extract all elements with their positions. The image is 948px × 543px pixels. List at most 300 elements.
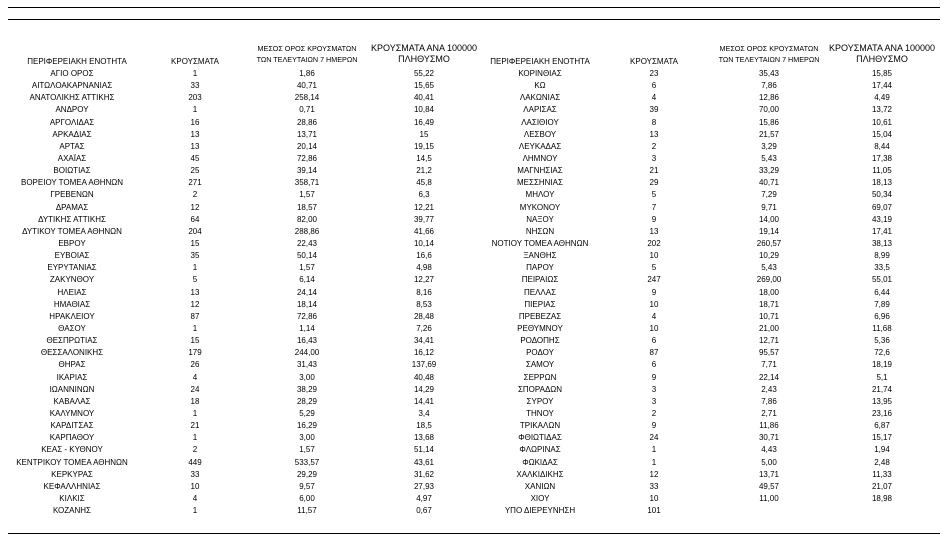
cases-cell: 10	[190, 481, 200, 491]
avg-cell: 40,71	[758, 178, 780, 188]
avg-cell: 82,00	[296, 214, 318, 224]
per100k-cell: 17,41	[871, 226, 893, 236]
cases-cell: 21	[190, 421, 200, 431]
region-cell: ΜΥΚΟΝΟΥ	[519, 202, 561, 212]
cases-cell: 247	[647, 275, 661, 285]
table-row	[0, 481, 948, 493]
per100k-cell: 19,15	[413, 141, 435, 151]
region-cell: ΚΕΝΤΡΙΚΟΥ ΤΟΜΕΑ ΑΘΗΝΩΝ	[16, 457, 128, 467]
per100k-cell: 5,1	[876, 372, 888, 382]
per100k-cell: 2,48	[874, 457, 890, 467]
per100k-cell: 15,17	[871, 433, 893, 443]
per100k-cell: 28,48	[413, 311, 435, 321]
cases-cell: 1	[651, 457, 657, 467]
avg-cell: 16,29	[296, 421, 318, 431]
region-cell: ΦΛΩΡΙΝΑΣ	[519, 445, 561, 455]
region-cell: ΕΥΡΥΤΑΝΙΑΣ	[47, 263, 97, 273]
region-cell: ΘΕΣΠΡΩΤΙΑΣ	[46, 336, 98, 346]
per100k-cell: 18,5	[416, 421, 432, 431]
region-cell: ΚΕΑΣ - ΚΥΘΝΟΥ	[41, 445, 103, 455]
left-header-per100k-line1: ΚΡΟΥΣΜΑΤΑ ΑΝΑ 100000	[371, 43, 477, 53]
region-cell: ΚΕΡΚΥΡΑΣ	[51, 469, 93, 479]
per100k-cell: 5,36	[874, 336, 890, 346]
region-cell: ΑΝΑΤΟΛΙΚΗΣ ΑΤΤΙΚΗΣ	[29, 93, 115, 103]
per100k-cell: 15	[419, 129, 429, 139]
per100k-cell: 18,13	[871, 178, 893, 188]
avg-cell: 1,86	[299, 69, 315, 78]
cases-cell: 1	[192, 506, 198, 516]
cases-cell: 6	[651, 360, 657, 370]
region-cell: ΧΑΝΙΩΝ	[524, 481, 556, 491]
cases-cell: 87	[649, 348, 659, 358]
cases-cell: 24	[190, 384, 200, 394]
avg-cell: 3,00	[299, 372, 315, 382]
per100k-cell: 17,44	[871, 81, 893, 91]
avg-cell: 7,71	[761, 360, 777, 370]
table-row	[0, 274, 948, 286]
region-cell: ΓΡΕΒΕΝΩΝ	[50, 190, 94, 200]
per100k-cell: 7,26	[416, 323, 432, 333]
region-cell: ΑΡΓΟΛΙΔΑΣ	[49, 117, 95, 127]
cases-cell: 101	[647, 506, 661, 516]
avg-cell: 3,00	[299, 433, 315, 443]
cases-cell: 1	[192, 69, 198, 78]
table-row	[0, 493, 948, 505]
bottom-rule	[8, 533, 940, 534]
avg-cell: 21,00	[758, 323, 780, 333]
region-cell: ΧΙΟΥ	[530, 493, 550, 503]
cases-cell: 64	[190, 214, 200, 224]
cases-cell: 2	[651, 408, 657, 418]
region-cell: ΚΑΛΥΜΝΟΥ	[49, 408, 95, 418]
per100k-cell: 21,07	[871, 481, 893, 491]
region-cell: ΠΕΛΛΑΣ	[523, 287, 557, 297]
per100k-cell: 16,12	[413, 348, 435, 358]
per100k-cell: 8,53	[416, 299, 432, 309]
cases-cell: 9	[651, 214, 657, 224]
avg-cell: 72,86	[296, 153, 318, 163]
cases-cell: 10	[649, 323, 659, 333]
cases-cell: 9	[651, 287, 657, 297]
table-row	[0, 347, 948, 359]
table-row	[0, 92, 948, 104]
avg-cell: 30,71	[758, 433, 780, 443]
table-row	[0, 202, 948, 214]
avg-cell: 2,43	[761, 384, 777, 394]
right-header-region: ΠΕΡΙΦΕΡΕΙΑΚΗ ΕΝΟΤΗΤΑ	[490, 57, 590, 66]
avg-cell: 70,00	[758, 105, 780, 115]
region-cell: ΦΘΙΩΤΙΔΑΣ	[518, 433, 562, 443]
left-header-per100k-line2: ΠΛΗΘΥΣΜΟ	[398, 54, 450, 64]
cases-cell: 87	[190, 311, 200, 321]
per100k-cell: 43,61	[413, 457, 435, 467]
per100k-cell: 13,95	[871, 396, 893, 406]
cases-cell: 15	[190, 238, 200, 248]
per100k-cell: 8,44	[874, 141, 890, 151]
per100k-cell: 72,6	[874, 348, 890, 358]
cases-cell: 16	[190, 117, 200, 127]
table-row	[0, 189, 948, 201]
avg-cell: 7,86	[761, 81, 777, 91]
avg-cell: 16,43	[296, 336, 318, 346]
avg-cell: 10,29	[758, 251, 780, 261]
right-header-avg-line2: ΤΩΝ ΤΕΛΕΥΤΑΙΩΝ 7 ΗΜΕΡΩΝ	[718, 55, 820, 64]
table-row	[0, 238, 948, 250]
cases-cell: 202	[647, 238, 661, 248]
region-cell: ΠΑΡΟΥ	[526, 263, 554, 273]
region-cell: ΚΙΛΚΙΣ	[59, 493, 85, 503]
per100k-cell: 41,66	[413, 226, 435, 236]
per100k-cell: 11,33	[872, 469, 892, 479]
avg-cell: 533,57	[294, 457, 320, 467]
cases-cell: 13	[190, 287, 200, 297]
per100k-cell: 1,94	[874, 445, 890, 455]
per100k-cell: 23,16	[871, 408, 893, 418]
table-row	[0, 384, 948, 396]
avg-cell: 1,57	[299, 263, 315, 273]
region-cell: ΜΕΣΣΗΝΙΑΣ	[517, 178, 563, 188]
header-top-rule	[8, 19, 940, 20]
region-cell: ΠΕΙΡΑΙΩΣ	[521, 275, 559, 285]
table-row	[0, 432, 948, 444]
cases-cell: 1	[192, 408, 198, 418]
avg-cell: 50,14	[296, 251, 318, 261]
avg-cell: 5,43	[761, 263, 777, 273]
top-rule	[8, 7, 940, 8]
region-cell: ΣΥΡΟΥ	[526, 396, 554, 406]
per100k-cell: 55,22	[413, 69, 435, 78]
region-cell: ΜΑΓΝΗΣΙΑΣ	[517, 166, 563, 176]
table-row	[0, 505, 948, 517]
avg-cell: 72,86	[296, 311, 318, 321]
region-cell: ΕΒΡΟΥ	[58, 238, 86, 248]
table-row	[0, 323, 948, 335]
avg-cell: 11,57	[297, 506, 317, 516]
cases-cell: 23	[649, 69, 659, 78]
table-row	[0, 153, 948, 165]
avg-cell: 258,14	[294, 93, 320, 103]
region-cell: ΑΙΤΩΛΟΑΚΑΡΝΑΝΙΑΣ	[31, 81, 113, 91]
region-cell: ΗΡΑΚΛΕΙΟΥ	[49, 311, 95, 321]
table-row	[0, 372, 948, 384]
region-cell: ΒΟΡΕΙΟΥ ΤΟΜΕΑ ΑΘΗΝΩΝ	[20, 178, 124, 188]
table-row	[0, 457, 948, 469]
region-cell: ΞΑΝΘΗΣ	[523, 251, 557, 261]
region-cell: ΑΝΔΡΟΥ	[55, 105, 89, 115]
cases-cell: 33	[649, 481, 659, 491]
cases-cell: 13	[649, 129, 659, 139]
avg-cell: 11,00	[759, 493, 779, 503]
avg-cell: 4,43	[761, 445, 777, 455]
table-row	[0, 117, 948, 129]
per100k-cell: 15,65	[413, 81, 435, 91]
region-cell: ΒΟΙΩΤΙΑΣ	[53, 166, 91, 176]
table-row	[0, 226, 948, 238]
avg-cell: 28,86	[296, 117, 318, 127]
cases-cell: 24	[649, 433, 659, 443]
per100k-cell: 14,5	[416, 153, 432, 163]
region-cell: ΛΑΣΙΘΙΟΥ	[521, 117, 559, 127]
per100k-cell: 10,61	[871, 117, 893, 127]
region-cell: ΣΠΟΡΑΔΩΝ	[517, 384, 563, 394]
per100k-cell: 33,5	[874, 263, 890, 273]
per100k-cell: 0,67	[416, 506, 432, 516]
per100k-cell: 69,07	[871, 202, 893, 212]
cases-cell: 449	[188, 457, 202, 467]
avg-cell: 6,14	[299, 275, 315, 285]
per100k-cell: 10,14	[413, 238, 435, 248]
cases-cell: 13	[190, 129, 200, 139]
region-cell: ΝΑΞΟΥ	[526, 214, 554, 224]
avg-cell: 29,29	[296, 469, 318, 479]
table-row	[0, 250, 948, 262]
table-row	[0, 262, 948, 274]
region-cell: ΕΥΒΟΙΑΣ	[54, 251, 90, 261]
region-cell: ΦΩΚΙΔΑΣ	[522, 457, 558, 467]
avg-cell: 5,29	[299, 408, 315, 418]
per100k-cell: 16,6	[416, 251, 432, 261]
per100k-cell: 39,77	[413, 214, 435, 224]
cases-cell: 12	[649, 469, 659, 479]
avg-cell: 12,86	[758, 93, 780, 103]
avg-cell: 18,71	[758, 299, 780, 309]
per100k-cell: 14,29	[413, 384, 435, 394]
cases-cell: 204	[188, 226, 202, 236]
region-cell: ΚΕΦΑΛΛΗΝΙΑΣ	[43, 481, 101, 491]
region-cell: ΔΥΤΙΚΗΣ ΑΤΤΙΚΗΣ	[38, 214, 106, 224]
cases-cell: 2	[192, 445, 198, 455]
cases-cell: 33	[190, 81, 200, 91]
cases-cell: 45	[190, 153, 200, 163]
avg-cell: 358,71	[294, 178, 320, 188]
per100k-cell: 21,2	[416, 166, 432, 176]
per100k-cell: 13,68	[413, 433, 435, 443]
per100k-cell: 31,62	[413, 469, 435, 479]
region-cell: ΚΑΒΑΛΑΣ	[53, 396, 91, 406]
region-cell: ΖΑΚΥΝΘΟΥ	[49, 275, 95, 285]
avg-cell: 244,00	[294, 348, 320, 358]
cases-cell: 5	[651, 190, 657, 200]
cases-cell: 1	[192, 263, 198, 273]
avg-cell: 6,00	[299, 493, 315, 503]
per100k-cell: 34,41	[413, 336, 435, 346]
region-cell: ΡΟΔΟΠΗΣ	[520, 336, 560, 346]
table-row	[0, 104, 948, 116]
cases-cell: 13	[190, 141, 200, 151]
cases-cell: 10	[649, 251, 659, 261]
right-header-cases: ΚΡΟΥΣΜΑΤΑ	[630, 57, 678, 66]
region-cell: ΚΟΡΙΝΘΙΑΣ	[518, 69, 562, 78]
per100k-cell: 55,01	[871, 275, 893, 285]
per100k-cell: 50,34	[871, 190, 893, 200]
per100k-cell: 8,16	[416, 287, 432, 297]
per100k-cell: 137,69	[411, 360, 437, 370]
region-cell: ΧΑΛΚΙΔΙΚΗΣ	[516, 469, 564, 479]
table-row	[0, 359, 948, 371]
cases-cell: 3	[651, 384, 657, 394]
avg-cell: 14,00	[758, 214, 780, 224]
region-cell: ΜΗΛΟΥ	[525, 190, 555, 200]
cases-cell: 1	[651, 445, 657, 455]
avg-cell: 11,86	[759, 421, 779, 431]
avg-cell: 1,14	[299, 323, 315, 333]
per100k-cell: 40,41	[413, 93, 435, 103]
avg-cell: 31,43	[296, 360, 318, 370]
avg-cell: 7,29	[761, 190, 777, 200]
region-cell: ΑΧΑΪΑΣ	[57, 153, 87, 163]
table-row	[0, 420, 948, 432]
cases-cell: 2	[192, 190, 198, 200]
table-row	[0, 80, 948, 92]
cases-cell: 25	[190, 166, 200, 176]
avg-cell: 38,29	[296, 384, 318, 394]
per100k-cell: 4,49	[874, 93, 890, 103]
per100k-cell: 12,27	[413, 275, 435, 285]
cases-cell: 3	[651, 153, 657, 163]
region-cell: ΑΡΚΑΔΙΑΣ	[52, 129, 92, 139]
cases-cell: 6	[651, 81, 657, 91]
cases-cell: 35	[190, 251, 200, 261]
region-cell: ΚΩ	[534, 81, 546, 91]
per100k-cell: 3,4	[418, 408, 430, 418]
right-table	[0, 68, 948, 517]
cases-cell: 18	[190, 396, 200, 406]
table-row	[0, 408, 948, 420]
avg-cell: 5,43	[761, 153, 777, 163]
region-cell: ΠΡΕΒΕΖΑΣ	[518, 311, 562, 321]
per100k-cell: 11,68	[872, 323, 892, 333]
region-cell: ΑΡΤΑΣ	[59, 141, 85, 151]
per100k-cell: 17,38	[871, 153, 893, 163]
avg-cell: 19,14	[758, 226, 780, 236]
per100k-cell: 27,93	[413, 481, 435, 491]
per100k-cell: 18,98	[871, 493, 893, 503]
avg-cell: 18,00	[758, 287, 780, 297]
region-cell: ΘΗΡΑΣ	[58, 360, 86, 370]
cases-cell: 8	[651, 117, 657, 127]
avg-cell: 15,86	[758, 117, 780, 127]
cases-cell: 13	[649, 226, 659, 236]
table-row	[0, 141, 948, 153]
avg-cell: 18,14	[296, 299, 318, 309]
region-cell: ΛΗΜΝΟΥ	[522, 153, 558, 163]
region-cell: ΤΗΝΟΥ	[526, 408, 554, 418]
avg-cell: 35,43	[758, 69, 780, 78]
region-cell: ΤΡΙΚΑΛΩΝ	[519, 421, 561, 431]
left-header-region: ΠΕΡΙΦΕΡΕΙΑΚΗ ΕΝΟΤΗΤΑ	[27, 57, 127, 66]
avg-cell: 21,57	[758, 129, 780, 139]
avg-cell: 0,71	[299, 105, 315, 115]
cases-cell: 1	[192, 105, 198, 115]
cases-cell: 12	[190, 202, 200, 212]
region-cell: ΠΙΕΡΙΑΣ	[524, 299, 556, 309]
per100k-cell: 15,85	[871, 69, 893, 78]
avg-cell: 2,71	[761, 408, 777, 418]
table-row	[0, 177, 948, 189]
region-cell: ΚΑΡΠΑΘΟΥ	[49, 433, 95, 443]
avg-cell: 10,71	[758, 311, 780, 321]
table-row	[0, 214, 948, 226]
cases-cell: 29	[649, 178, 659, 188]
per100k-cell: 43,19	[871, 214, 893, 224]
avg-cell: 22,14	[758, 372, 780, 382]
right-header-per100k-line2: ΠΛΗΘΥΣΜΟ	[856, 54, 908, 64]
per100k-cell: 6,44	[874, 287, 890, 297]
cases-cell: 9	[651, 372, 657, 382]
cases-cell: 6	[651, 336, 657, 346]
cases-cell: 39	[649, 105, 659, 115]
per100k-cell: 40,48	[413, 372, 435, 382]
region-cell: ΙΚΑΡΙΑΣ	[56, 372, 88, 382]
per100k-cell: 15,04	[871, 129, 893, 139]
cases-cell: 4	[192, 493, 198, 503]
avg-cell: 1,57	[299, 190, 315, 200]
avg-cell: 7,86	[761, 396, 777, 406]
per100k-cell: 10,84	[413, 105, 435, 115]
table-row	[0, 469, 948, 481]
left-header-avg-line2: ΤΩΝ ΤΕΛΕΥΤΑΙΩΝ 7 ΗΜΕΡΩΝ	[256, 55, 358, 64]
avg-cell: 13,71	[296, 129, 318, 139]
avg-cell: 28,29	[296, 396, 318, 406]
region-cell: ΗΛΕΙΑΣ	[57, 287, 87, 297]
per100k-cell: 16,49	[413, 117, 435, 127]
avg-cell: 12,71	[758, 336, 780, 346]
per100k-cell: 6,96	[874, 311, 890, 321]
region-cell: ΘΑΣΟΥ	[58, 323, 86, 333]
region-cell: ΔΡΑΜΑΣ	[55, 202, 89, 212]
cases-cell: 179	[188, 348, 202, 358]
avg-cell: 95,57	[758, 348, 780, 358]
avg-cell: 33,29	[758, 166, 780, 176]
region-cell: ΔΥΤΙΚΟΥ ΤΟΜΕΑ ΑΘΗΝΩΝ	[22, 226, 122, 236]
per100k-cell: 6,87	[874, 421, 890, 431]
cases-cell: 1	[192, 433, 198, 443]
region-cell: ΛΕΣΒΟΥ	[523, 129, 557, 139]
region-cell: ΥΠΟ ΔΙΕΡΕΥΝΗΣΗ	[504, 506, 576, 516]
table-row	[0, 68, 948, 80]
region-cell: ΡΟΔΟΥ	[526, 348, 554, 358]
avg-cell: 22,43	[296, 238, 318, 248]
table-row	[0, 299, 948, 311]
table-row	[0, 444, 948, 456]
cases-cell: 4	[651, 311, 657, 321]
cases-cell: 5	[651, 263, 657, 273]
cases-cell: 12	[190, 299, 200, 309]
cases-cell: 10	[649, 299, 659, 309]
per100k-cell: 21,74	[871, 384, 893, 394]
region-cell: ΛΑΡΙΣΑΣ	[523, 105, 557, 115]
region-cell: ΝΟΤΙΟΥ ΤΟΜΕΑ ΑΘΗΝΩΝ	[491, 238, 589, 248]
avg-cell: 1,57	[299, 445, 315, 455]
region-cell: ΣΑΜΟΥ	[525, 360, 555, 370]
per100k-cell: 45,8	[416, 178, 432, 188]
avg-cell: 5,00	[761, 457, 777, 467]
per100k-cell: 13,72	[871, 105, 893, 115]
avg-cell: 24,14	[296, 287, 318, 297]
left-header-cases: ΚΡΟΥΣΜΑΤΑ	[171, 57, 219, 66]
avg-cell: 3,29	[761, 141, 777, 151]
table-row	[0, 396, 948, 408]
per100k-cell: 14,41	[413, 396, 435, 406]
cases-cell: 271	[188, 178, 202, 188]
cases-cell: 26	[190, 360, 200, 370]
avg-cell: 49,57	[758, 481, 780, 491]
table-row	[0, 165, 948, 177]
region-cell: ΚΟΖΑΝΗΣ	[52, 506, 92, 516]
avg-cell: 288,86	[294, 226, 320, 236]
cases-cell: 4	[192, 372, 198, 382]
per100k-cell: 7,89	[874, 299, 890, 309]
